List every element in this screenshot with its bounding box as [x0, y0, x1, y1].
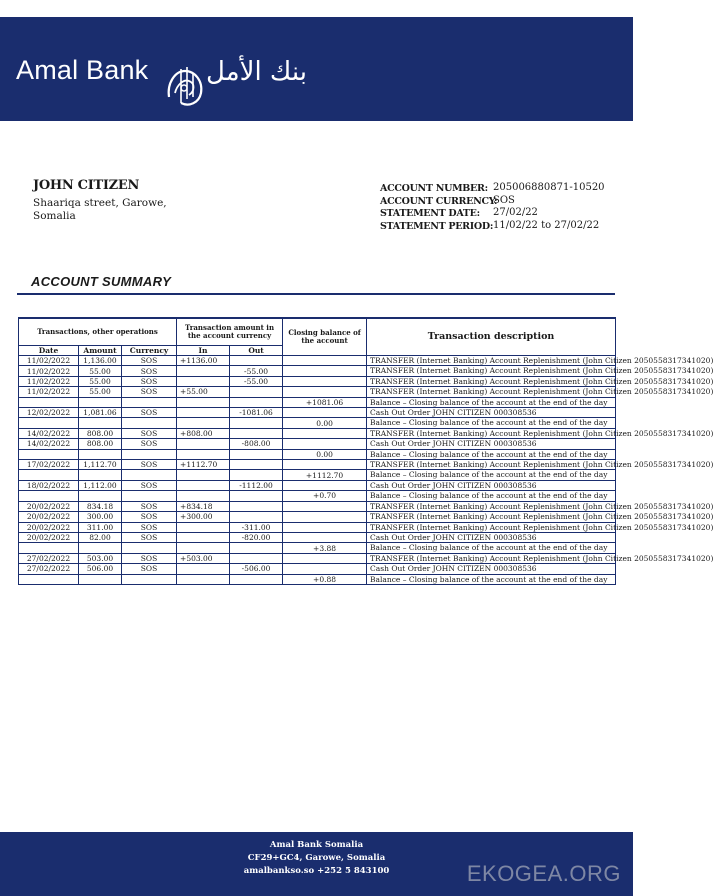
table-row — [19, 470, 616, 480]
cell-description: Cash Out Order JOHN CITIZEN 000308536 — [367, 439, 616, 449]
cell-description: TRANSFER (Internet Banking) Account Replenishment (John Citizen 2050558317341020) — [367, 387, 616, 397]
cell-closing-balance — [283, 408, 367, 418]
cell-amount: 1,136.00 — [79, 356, 122, 366]
cell-description: TRANSFER (Internet Banking) Account Replenishment (John Citizen 2050558317341020) — [367, 376, 616, 386]
cell-in — [177, 564, 230, 574]
cell-closing-balance — [283, 376, 367, 386]
cell-currency: SOS — [122, 439, 177, 449]
cell-in: +55.00 — [177, 387, 230, 397]
header-transactions: Transactions, other operations — [19, 318, 177, 346]
header-amount: Amount — [79, 346, 122, 356]
cell-closing-balance: 0.00 — [283, 418, 367, 428]
cell-in — [177, 532, 230, 542]
cell-amount: 300.00 — [79, 512, 122, 522]
cell-amount: 82.00 — [79, 532, 122, 542]
cell-date: 20/02/2022 — [19, 522, 79, 532]
cell-description: Cash Out Order JOHN CITIZEN 000308536 — [367, 564, 616, 574]
cell-out — [230, 397, 283, 407]
table-row — [19, 356, 616, 366]
cell-description: TRANSFER (Internet Banking) Account Replenishment (John Citizen 2050558317341020) — [367, 553, 616, 563]
cell-in — [177, 449, 230, 459]
cell-date: 27/02/2022 — [19, 564, 79, 574]
cell-closing-balance — [283, 480, 367, 490]
cell-date — [19, 449, 79, 459]
account-currency-label: ACCOUNT CURRENCY: — [380, 195, 498, 207]
table-row — [19, 574, 616, 584]
cell-in — [177, 491, 230, 501]
watermark: EKOGEA.ORG — [466, 861, 621, 886]
cell-date: 11/02/2022 — [19, 387, 79, 397]
cell-closing-balance — [283, 439, 367, 449]
cell-in — [177, 470, 230, 480]
table-row — [19, 543, 616, 553]
statement-period-value: 11/02/22 to 27/02/22 — [493, 219, 600, 231]
cell-out — [230, 356, 283, 366]
table-row — [19, 439, 616, 449]
amal-calligraphy-emblem-icon — [163, 63, 207, 109]
cell-currency: SOS — [122, 512, 177, 522]
cell-currency: SOS — [122, 428, 177, 438]
cell-currency — [122, 470, 177, 480]
cell-currency: SOS — [122, 460, 177, 470]
cell-currency: SOS — [122, 522, 177, 532]
cell-closing-balance — [283, 564, 367, 574]
cell-amount: 1,081.06 — [79, 408, 122, 418]
cell-closing-balance: +1112.70 — [283, 470, 367, 480]
cell-currency: SOS — [122, 366, 177, 376]
cell-closing-balance: +3.88 — [283, 543, 367, 553]
cell-out — [230, 387, 283, 397]
account-holder-name: JOHN CITIZEN — [33, 178, 140, 193]
cell-description: Balance – Closing balance of the account at the end of the day — [367, 397, 616, 407]
cell-date: 20/02/2022 — [19, 532, 79, 542]
cell-currency: SOS — [122, 376, 177, 386]
statement-period-label: STATEMENT PERIOD: — [380, 220, 494, 232]
cell-date: 14/02/2022 — [19, 428, 79, 438]
cell-date: 17/02/2022 — [19, 460, 79, 470]
cell-closing-balance — [283, 356, 367, 366]
table-row — [19, 418, 616, 428]
cell-out: -808.00 — [230, 439, 283, 449]
cell-out — [230, 428, 283, 438]
header-closing-balance: Closing balance of the account — [283, 318, 367, 356]
bank-logo-arabic: بنك الأمل — [206, 57, 307, 87]
cell-out — [230, 460, 283, 470]
cell-out: -55.00 — [230, 376, 283, 386]
cell-in — [177, 408, 230, 418]
bank-header — [0, 17, 633, 121]
cell-closing-balance: +0.70 — [283, 491, 367, 501]
cell-closing-balance — [283, 428, 367, 438]
header-currency: Currency — [122, 346, 177, 356]
cell-currency — [122, 449, 177, 459]
cell-amount: 55.00 — [79, 366, 122, 376]
account-currency-value: SOS — [493, 194, 515, 206]
table-row — [19, 449, 616, 459]
cell-description: TRANSFER (Internet Banking) Account Replenishment (John Citizen 2050558317341020) — [367, 428, 616, 438]
cell-in — [177, 543, 230, 553]
table-row — [19, 480, 616, 490]
cell-description: Cash Out Order JOHN CITIZEN 000308536 — [367, 480, 616, 490]
cell-in: +808.00 — [177, 428, 230, 438]
cell-currency: SOS — [122, 564, 177, 574]
account-holder-address: Shaariqa street, Garowe, Somalia — [33, 197, 167, 222]
cell-amount: 808.00 — [79, 439, 122, 449]
cell-in: +300.00 — [177, 512, 230, 522]
table-row — [19, 387, 616, 397]
cell-amount: 506.00 — [79, 564, 122, 574]
cell-amount — [79, 491, 122, 501]
cell-closing-balance — [283, 522, 367, 532]
table-row — [19, 491, 616, 501]
cell-closing-balance — [283, 501, 367, 511]
table-row — [19, 428, 616, 438]
cell-amount: 311.00 — [79, 522, 122, 532]
cell-in: +1136.00 — [177, 356, 230, 366]
table-row — [19, 501, 616, 511]
cell-currency — [122, 574, 177, 584]
cell-description: Cash Out Order JOHN CITIZEN 000308536 — [367, 408, 616, 418]
cell-date: 11/02/2022 — [19, 366, 79, 376]
cell-out: -55.00 — [230, 366, 283, 376]
account-info-values — [493, 182, 605, 232]
cell-amount: 808.00 — [79, 428, 122, 438]
cell-in — [177, 480, 230, 490]
cell-description: Cash Out Order JOHN CITIZEN 000308536 — [367, 532, 616, 542]
footer-address: CF29+GC4, Garowe, Somalia — [247, 853, 386, 863]
table-row — [19, 376, 616, 386]
table-row — [19, 366, 616, 376]
cell-closing-balance: +0.88 — [283, 574, 367, 584]
cell-amount — [79, 418, 122, 428]
cell-amount — [79, 449, 122, 459]
cell-out — [230, 553, 283, 563]
cell-date: 14/02/2022 — [19, 439, 79, 449]
account-info-labels — [380, 183, 497, 233]
cell-closing-balance — [283, 460, 367, 470]
summary-divider — [17, 293, 615, 295]
cell-in — [177, 439, 230, 449]
cell-amount: 55.00 — [79, 376, 122, 386]
table-row — [19, 553, 616, 563]
cell-currency: SOS — [122, 532, 177, 542]
cell-date: 20/02/2022 — [19, 501, 79, 511]
cell-currency: SOS — [122, 553, 177, 563]
cell-amount: 55.00 — [79, 387, 122, 397]
cell-date — [19, 491, 79, 501]
cell-out — [230, 574, 283, 584]
cell-amount: 834.18 — [79, 501, 122, 511]
footer-contact: amalbankso.so +252 5 843100 — [243, 866, 390, 876]
cell-date: 12/02/2022 — [19, 408, 79, 418]
bank-logo-text: Amal Bank — [16, 55, 149, 85]
cell-currency — [122, 418, 177, 428]
transactions-table — [18, 317, 713, 585]
cell-description: TRANSFER (Internet Banking) Account Replenishment (John Citizen 2050558317341020) — [367, 460, 616, 470]
cell-amount — [79, 470, 122, 480]
cell-currency: SOS — [122, 408, 177, 418]
table-row — [19, 522, 616, 532]
cell-in — [177, 418, 230, 428]
cell-description: TRANSFER (Internet Banking) Account Replenishment (John Citizen 2050558317341020) — [367, 356, 616, 366]
cell-in — [177, 574, 230, 584]
cell-description: Balance – Closing balance of the account at the end of the day — [367, 543, 616, 553]
cell-date: 11/02/2022 — [19, 356, 79, 366]
cell-amount — [79, 543, 122, 553]
cell-in — [177, 522, 230, 532]
cell-amount — [79, 397, 122, 407]
cell-closing-balance — [283, 553, 367, 563]
cell-closing-balance — [283, 366, 367, 376]
cell-currency: SOS — [122, 480, 177, 490]
account-summary-title: ACCOUNT SUMMARY — [31, 274, 172, 289]
header-amount-in-currency: Transaction amount in the account currency — [177, 318, 283, 346]
header-date: Date — [19, 346, 79, 356]
cell-closing-balance: 0.00 — [283, 449, 367, 459]
cell-currency — [122, 491, 177, 501]
table-row — [19, 408, 616, 418]
cell-amount: 1,112.00 — [79, 480, 122, 490]
cell-date: 11/02/2022 — [19, 376, 79, 386]
cell-in — [177, 397, 230, 407]
cell-description: TRANSFER (Internet Banking) Account Replenishment (John Citizen 2050558317341020) — [367, 501, 616, 511]
cell-in — [177, 376, 230, 386]
cell-currency — [122, 543, 177, 553]
header-out: Out — [230, 346, 283, 356]
cell-description: TRANSFER (Internet Banking) Account Replenishment (John Citizen 2050558317341020) — [367, 522, 616, 532]
cell-currency: SOS — [122, 356, 177, 366]
cell-date — [19, 574, 79, 584]
footer-bank-name: Amal Bank Somalia — [269, 840, 364, 850]
account-number-value: 205006880871-10520 — [493, 182, 605, 193]
header-in: In — [177, 346, 230, 356]
cell-out: -311.00 — [230, 522, 283, 532]
cell-currency: SOS — [122, 501, 177, 511]
cell-description: Balance – Closing balance of the account at the end of the day — [367, 491, 616, 501]
cell-in: +1112.70 — [177, 460, 230, 470]
table-row — [19, 512, 616, 522]
cell-description: Balance – Closing balance of the account at the end of the day — [367, 470, 616, 480]
cell-description: Balance – Closing balance of the account at the end of the day — [367, 574, 616, 584]
cell-out — [230, 512, 283, 522]
cell-date — [19, 397, 79, 407]
cell-out — [230, 470, 283, 480]
cell-amount: 503.00 — [79, 553, 122, 563]
cell-in — [177, 366, 230, 376]
cell-out — [230, 449, 283, 459]
header-description: Transaction description — [367, 318, 616, 356]
cell-closing-balance: +1081.06 — [283, 397, 367, 407]
cell-out: -506.00 — [230, 564, 283, 574]
cell-in: +503.00 — [177, 553, 230, 563]
account-number-label: ACCOUNT NUMBER: — [380, 183, 488, 194]
cell-description: Balance – Closing balance of the account at the end of the day — [367, 449, 616, 459]
statement-date-value: 27/02/22 — [493, 207, 538, 218]
cell-date — [19, 418, 79, 428]
table-row — [19, 460, 616, 470]
cell-date: 20/02/2022 — [19, 512, 79, 522]
transactions-body — [19, 356, 713, 585]
table-row — [19, 532, 616, 542]
table-row — [19, 397, 616, 407]
cell-closing-balance — [283, 512, 367, 522]
cell-description: TRANSFER (Internet Banking) Account Replenishment (John Citizen 2050558317341020) — [367, 512, 616, 522]
cell-closing-balance — [283, 387, 367, 397]
cell-amount: 1,112.70 — [79, 460, 122, 470]
cell-description: Balance – Closing balance of the account at the end of the day — [367, 418, 616, 428]
cell-in: +834.18 — [177, 501, 230, 511]
cell-out — [230, 501, 283, 511]
cell-date: 18/02/2022 — [19, 480, 79, 490]
cell-out — [230, 491, 283, 501]
cell-out — [230, 418, 283, 428]
cell-date — [19, 470, 79, 480]
cell-date: 27/02/2022 — [19, 553, 79, 563]
cell-closing-balance — [283, 532, 367, 542]
table-row — [19, 564, 616, 574]
cell-amount — [79, 574, 122, 584]
cell-date — [19, 543, 79, 553]
cell-description: TRANSFER (Internet Banking) Account Replenishment (John Citizen 2050558317341020) — [367, 366, 616, 376]
cell-out: -820.00 — [230, 532, 283, 542]
cell-currency — [122, 397, 177, 407]
cell-out: -1081.06 — [230, 408, 283, 418]
cell-out: -1112.00 — [230, 480, 283, 490]
cell-out — [230, 543, 283, 553]
cell-currency: SOS — [122, 387, 177, 397]
statement-date-label: STATEMENT DATE: — [380, 208, 480, 219]
